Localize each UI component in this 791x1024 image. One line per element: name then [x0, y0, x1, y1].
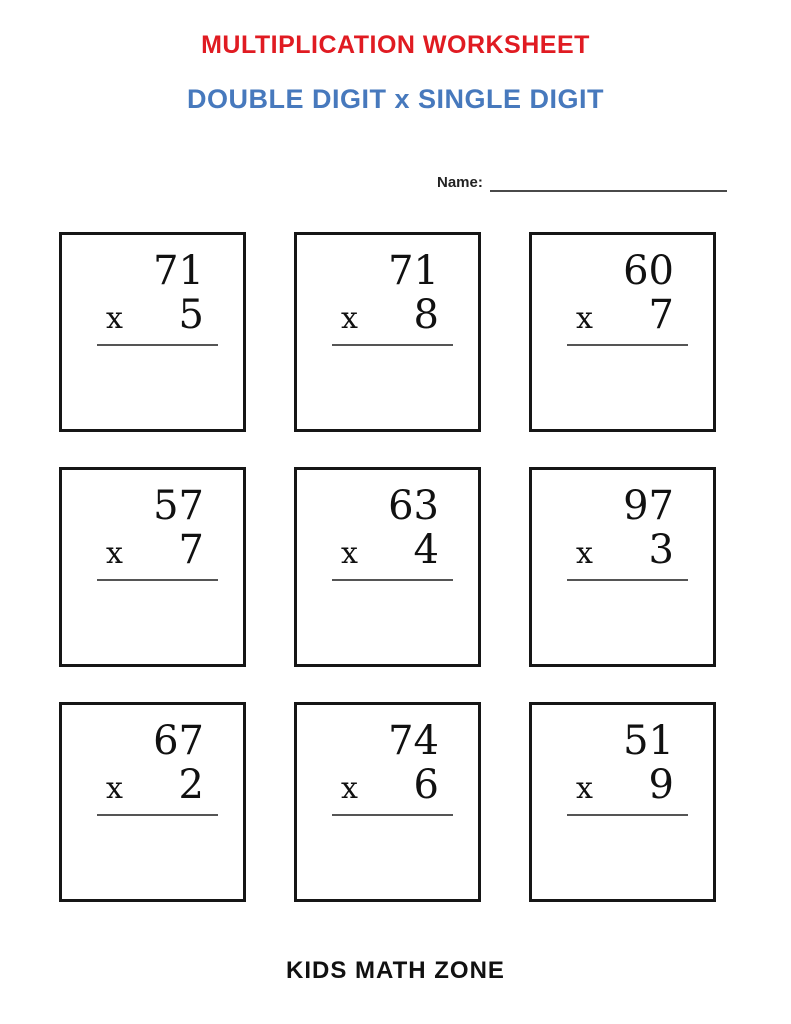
answer-space[interactable] [538, 827, 707, 893]
problem [332, 719, 453, 816]
problem-box-5 [294, 467, 481, 667]
multiplicand: 67 [153, 718, 204, 764]
problem-box-3 [529, 232, 716, 432]
answer-space[interactable] [303, 827, 472, 893]
multiply-sign: x [341, 535, 358, 571]
multiplier: 4 [413, 526, 439, 573]
multiplicand: 74 [388, 718, 439, 764]
multiply-sign: x [576, 770, 593, 806]
name-input-line[interactable] [490, 172, 727, 192]
multiply-sign: x [106, 535, 123, 571]
multiplier: 7 [178, 526, 204, 573]
problem-box-2 [294, 232, 481, 432]
multiplier: 5 [178, 291, 204, 338]
answer-space[interactable] [68, 827, 237, 893]
name-field-row [437, 172, 727, 192]
answer-space[interactable] [303, 592, 472, 658]
multiply-sign: x [106, 300, 123, 336]
problem [97, 719, 218, 816]
answer-space[interactable] [68, 592, 237, 658]
answer-line [332, 579, 453, 581]
problem-box-9 [529, 702, 716, 902]
multiply-sign: x [341, 300, 358, 336]
answer-space[interactable] [538, 592, 707, 658]
multiply-sign: x [106, 770, 123, 806]
answer-line [567, 344, 688, 346]
multiply-sign: x [576, 300, 593, 336]
answer-line [97, 344, 218, 346]
multiply-sign: x [576, 535, 593, 571]
multiplier: 3 [648, 526, 674, 573]
multiplicand: 97 [623, 483, 674, 529]
worksheet-subtitle: DOUBLE DIGIT x SINGLE DIGIT [186, 84, 605, 114]
problem [332, 484, 453, 581]
problem [567, 484, 688, 581]
answer-line [332, 344, 453, 346]
answer-line [97, 814, 218, 816]
multiplicand: 71 [388, 248, 439, 294]
problem-box-4 [59, 467, 246, 667]
problems-grid [59, 232, 716, 902]
answer-space[interactable] [538, 357, 707, 423]
multiplicand: 60 [623, 248, 674, 294]
answer-space[interactable] [303, 357, 472, 423]
answer-line [567, 579, 688, 581]
multiplier: 7 [648, 291, 674, 338]
multiplier: 8 [413, 291, 439, 338]
name-label: Name: [437, 174, 483, 191]
answer-line [332, 814, 453, 816]
multiplier: 6 [413, 761, 439, 808]
brand-footer: KIDS MATH ZONE [286, 957, 505, 984]
problem-box-7 [59, 702, 246, 902]
multiply-sign: x [341, 770, 358, 806]
problem-box-6 [529, 467, 716, 667]
answer-line [97, 579, 218, 581]
problem [97, 484, 218, 581]
multiplier: 9 [648, 761, 674, 808]
multiplicand: 51 [623, 718, 674, 764]
multiplicand: 63 [388, 483, 439, 529]
problem-box-1 [59, 232, 246, 432]
problem [332, 249, 453, 346]
multiplier: 2 [178, 761, 204, 808]
answer-line [567, 814, 688, 816]
multiplicand: 57 [153, 483, 204, 529]
problem [567, 249, 688, 346]
problem [567, 719, 688, 816]
problem [97, 249, 218, 346]
answer-space[interactable] [68, 357, 237, 423]
problem-box-8 [294, 702, 481, 902]
multiplicand: 71 [153, 248, 204, 294]
worksheet-title: MULTIPLICATION WORKSHEET [201, 31, 590, 59]
